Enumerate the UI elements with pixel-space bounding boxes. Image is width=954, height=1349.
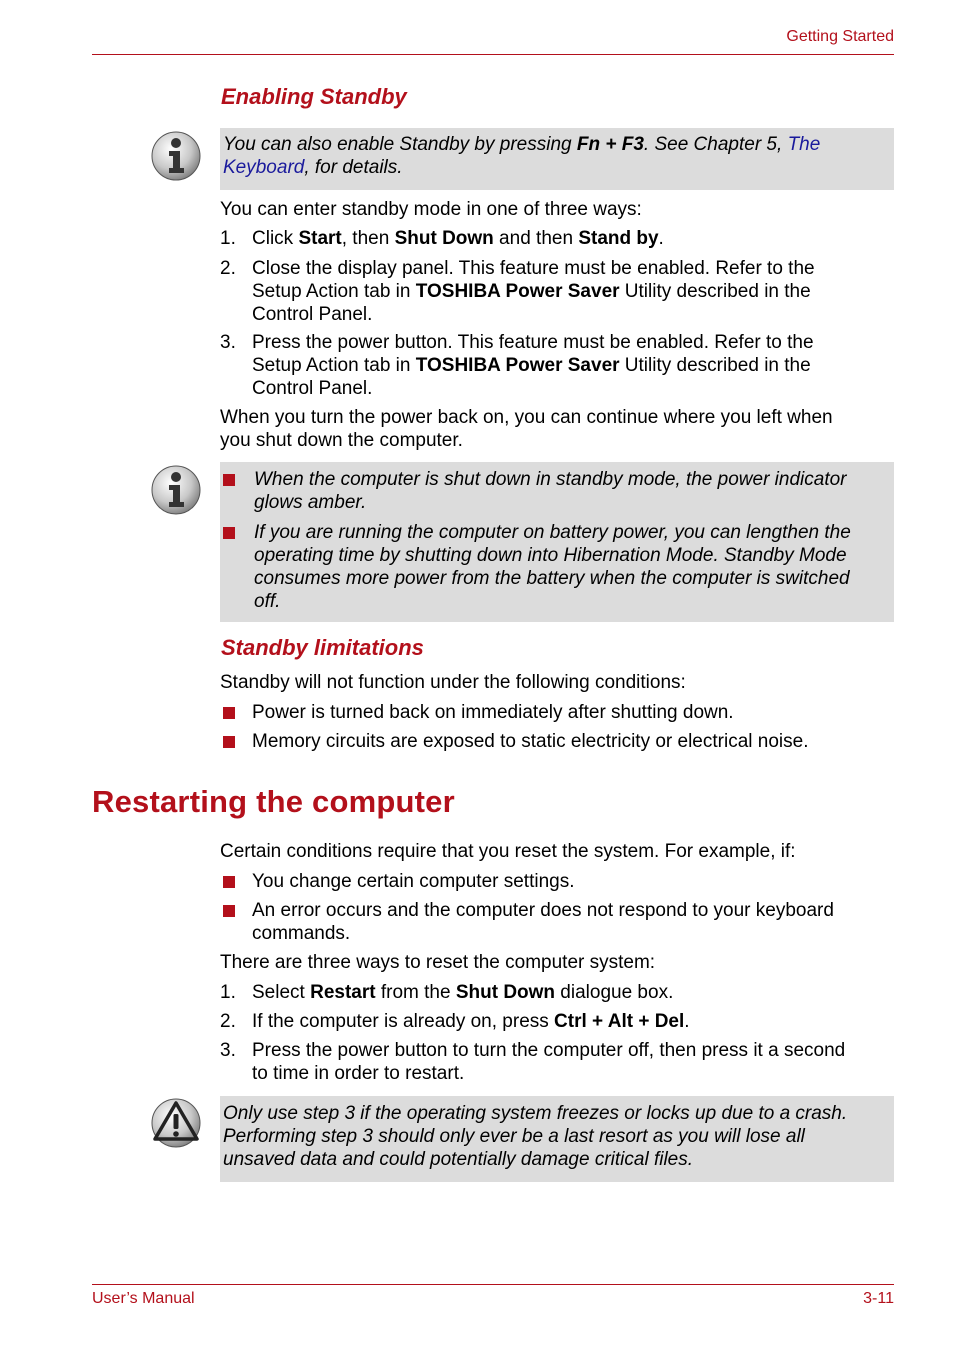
bullet-square-icon	[223, 474, 235, 486]
list-item: 2. Close the display panel. This feature must be enabled. Refer to the Setup Action tab in TOSHIBA Power Saver Utility described in the Control Panel.	[220, 258, 815, 325]
note-text	[223, 133, 888, 179]
list-item: 1. Select Restart from the Shut Down dialogue box.	[220, 982, 674, 1003]
list-item: An error occurs and the computer does not respond to your keyboard commands.	[220, 899, 894, 945]
section-heading-enabling-standby: Enabling Standby	[221, 84, 407, 109]
reset-ways-intro: There are three ways to reset the computer system:	[220, 952, 656, 973]
bullet-square-icon	[223, 736, 235, 748]
power-saver-term: TOSHIBA Power Saver	[415, 281, 620, 302]
list-item: 3. Press the power button to turn the computer off, then press it a second to time in order to restart.	[220, 1040, 846, 1084]
section-heading-standby-limitations: Standby limitations	[221, 635, 424, 660]
shut-down-term: Shut Down	[394, 228, 494, 249]
note-text-c: , for details.	[304, 157, 403, 178]
stand-by-term: Stand by	[578, 228, 659, 249]
footer-rule	[92, 1284, 894, 1285]
step-number: 3.	[220, 1040, 236, 1061]
limitations-intro: Standby will not function under the following conditions:	[220, 672, 686, 693]
restart-intro: Certain conditions require that you reset the system. For example, if:	[220, 841, 796, 862]
start-term: Start	[298, 228, 342, 249]
info-icon	[150, 130, 202, 182]
keyboard-chapter-link[interactable]: The	[787, 134, 821, 155]
restart-term: Restart	[310, 982, 376, 1003]
bullet-square-icon	[223, 876, 235, 888]
step-number: 2.	[220, 1011, 236, 1032]
keyboard-chapter-link-cont[interactable]: Keyboard	[223, 157, 305, 178]
note-text-b: . See Chapter 5,	[643, 134, 788, 155]
warning-box	[220, 1096, 894, 1182]
ctrl-alt-del-term: Ctrl + Alt + Del	[554, 1011, 685, 1032]
page-number: 3-11	[863, 1290, 894, 1307]
list-item: 2. If the computer is already on, press Ctrl + Alt + Del.	[220, 1011, 690, 1032]
list-item: 3. Press the power button. This feature must be enabled. Refer to the Setup Action tab in TOSHIBA Power Saver Utility described in the Control Panel.	[220, 332, 814, 399]
bullet-square-icon	[223, 905, 235, 917]
standby-intro: You can enter standby mode in one of three ways:	[220, 199, 642, 220]
running-header: Getting Started	[786, 28, 894, 45]
power-saver-term: TOSHIBA Power Saver	[415, 355, 620, 376]
warning-icon	[150, 1097, 202, 1149]
list-item: Power is turned back on immediately after shutting down.	[220, 701, 894, 724]
step-number: 3.	[220, 332, 236, 353]
step-number: 1.	[220, 982, 236, 1003]
list-item: You change certain computer settings.	[220, 870, 894, 893]
shut-down-term: Shut Down	[455, 982, 556, 1003]
resume-paragraph: When you turn the power back on, you can continue where you left when you shut down the computer.	[220, 407, 833, 451]
warning-text: Only use step 3 if the operating system freezes or locks up due to a crash. Performing step 3 should only ever be a last resort as you will lose all unsaved data and could potentially damage critical files.	[223, 1103, 848, 1170]
bullet-square-icon	[223, 707, 235, 719]
step-number: 2.	[220, 258, 236, 279]
step-number: 1.	[220, 228, 236, 249]
section-heading-restarting: Restarting the computer	[92, 784, 455, 819]
note-key-combo: Fn + F3	[576, 134, 644, 155]
list-item: When the computer is shut down in standby mode, the power indicator glows amber.	[220, 468, 894, 514]
note-text-a: You can also enable Standby by pressing	[223, 134, 577, 155]
info-icon	[150, 464, 202, 516]
list-item: 1. Click Start, then Shut Down and then Stand by.	[220, 228, 664, 249]
footer-manual-title: User’s Manual	[92, 1290, 195, 1307]
note-box-standby-details	[220, 462, 894, 622]
note-box-standby-shortcut	[220, 128, 894, 190]
list-item: Memory circuits are exposed to static electricity or electrical noise.	[220, 730, 894, 753]
header-rule	[92, 54, 894, 55]
list-item: If you are running the computer on battery power, you can lengthen the operating time by shutting down into Hibernation Mode. Standby Mode consumes more power from the battery when the computer is switched off.	[220, 521, 894, 613]
bullet-square-icon	[223, 527, 235, 539]
